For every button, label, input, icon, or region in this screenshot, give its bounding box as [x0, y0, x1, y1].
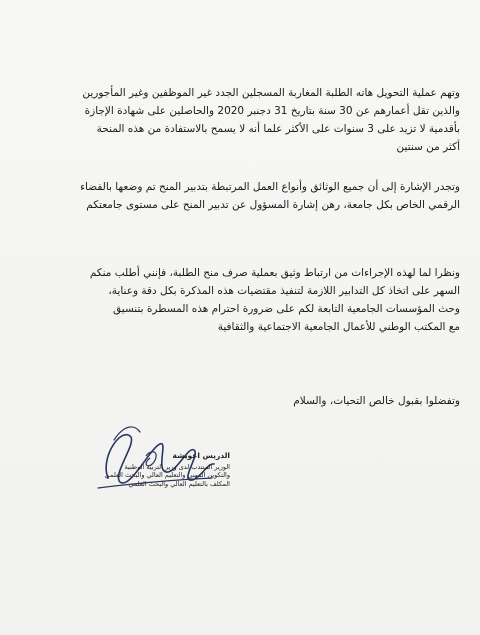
- text-line: الرقمي الخاص بكل جامعة، رهن إشارة المسؤول عن تدبير المنح على مستوى جامعتكم: [86, 199, 460, 211]
- signature-block: [104, 451, 230, 488]
- text-line: وحث المؤسسات الجامعية التابعة لكم على ضرورة احترام هذه المسطرة بتنسيق: [113, 303, 460, 315]
- text-line: أكثر من سنتين: [396, 141, 460, 153]
- text-line: وتجدر الإشارة إلى أن جميع الوثائق وأنواع العمل المرتبطة بتدبير المنح تم وضعها بالفضاء: [80, 181, 460, 193]
- text-line: مع المكتب الوطني للأعمال الجامعية الاجتماعية والثقافية: [217, 321, 460, 333]
- closing-line: وتفضلوا بقبول خالص التحيات، والسلام: [293, 395, 460, 407]
- signatory-name: الدريس اعويشة: [172, 451, 230, 460]
- signatory-title-line: الوزير المنتدب لدى وزير التربية الوطنية: [124, 462, 230, 471]
- text-line: والذين تقل أعمارهم عن 30 سنة بتاريخ 31 دجنبر 2020 والحاصلين على شهادة الإجازة: [84, 105, 460, 117]
- paragraph-documents: [40, 178, 460, 214]
- signatory-title-line: والتكوين المهني والتعليم العالي والبحث العلمي: [104, 471, 230, 479]
- paragraph-closing: [40, 392, 460, 410]
- signatory-title-line: المكلف بالتعليم العالي والبحث العلمي: [128, 479, 230, 488]
- text-line: السهر على اتخاذ كل التدابير اللازمة لتنفيذ مقتضيات هذه المذكرة بكل دقة وعناية،: [108, 285, 460, 297]
- text-line: بأقدمية لا تزيد على 3 سنوات على الأكثر علما أنه لا يسمح بالاستفادة من هذه المنحة: [96, 123, 460, 135]
- paragraph-eligibility: [40, 84, 460, 156]
- text-line: ونظرا لما لهذه الإجراءات من ارتباط وثيق بعملية صرف منح الطلبة، فإنني أطلب منكم: [89, 267, 460, 279]
- paragraph-instructions: [40, 264, 460, 336]
- text-line: وتهم عملية التحويل هاته الطلبة المغاربة المسجلين الجدد غير الموظفين وغير المأجورين: [82, 87, 460, 99]
